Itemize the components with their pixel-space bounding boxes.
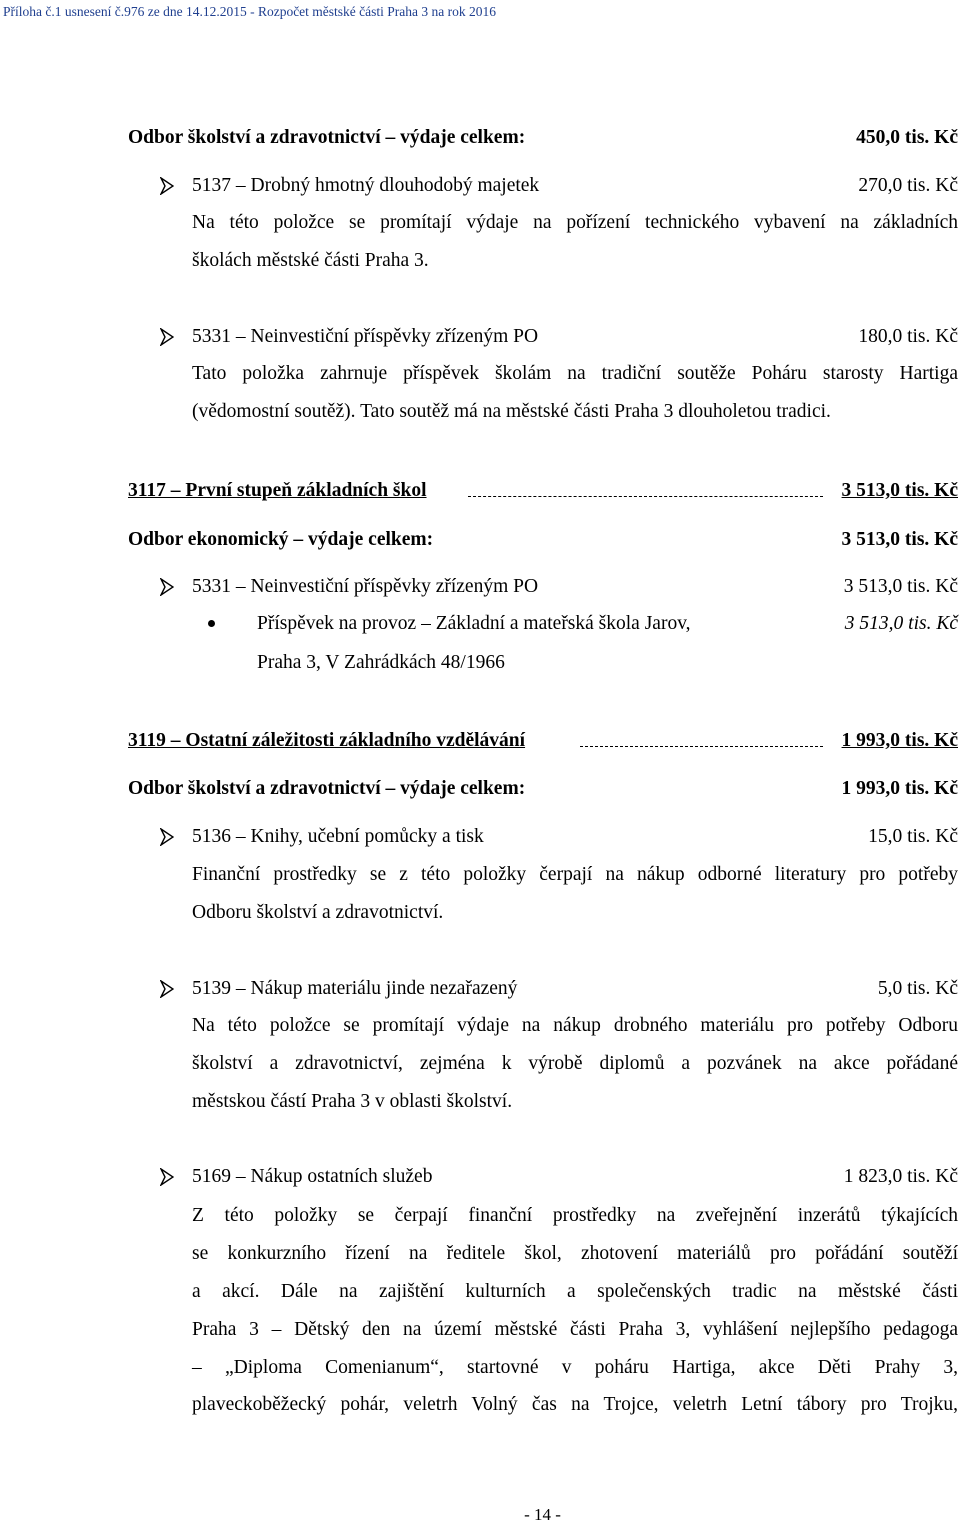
chapter-amount: 3 513,0 tis. Kč <box>841 480 958 501</box>
section-title: Odbor školství a zdravotnictví – výdaje celkem: <box>128 778 526 799</box>
section-total: 1 993,0 tis. Kč <box>841 778 958 799</box>
item-description: plaveckoběžecký pohár, veletrh Volný čas na Trojce, veletrh Letní tábory pro Trojku, <box>192 1394 958 1415</box>
item-description: školách městské části Praha 3. <box>192 250 429 271</box>
item-description: Tato položka zahrnuje příspěvek školám na tradiční soutěže Poháru starosty Hartiga <box>192 363 958 384</box>
section-title: Odbor ekonomický – výdaje celkem: <box>128 529 434 550</box>
item-amount: 15,0 tis. Kč <box>868 826 958 847</box>
item-amount: 5,0 tis. Kč <box>877 978 958 999</box>
subitem-label: Praha 3, V Zahrádkách 48/1966 <box>257 652 505 673</box>
arrow-bullet-icon <box>160 828 174 846</box>
item-description: – „Diploma Comenianum“, startovné v poháru Hartiga, akce Děti Prahy 3, <box>192 1357 958 1378</box>
chapter-heading: 3119 – Ostatní záležitosti základního vzdělávání <box>128 730 526 751</box>
item-description: Praha 3 – Dětský den na území městské části Praha 3, vyhlášení nejlepšího pedagoga <box>192 1319 958 1340</box>
item-description: Z této položky se čerpají finanční prostředky na zveřejnění inzerátů týkajících <box>192 1205 958 1226</box>
document-header: Příloha č.1 usnesení č.976 ze dne 14.12.2015 - Rozpočet městské části Praha 3 na rok 2016 <box>3 4 497 19</box>
item-description: Na této položce se promítají výdaje na nákup drobného materiálu pro potřeby Odboru <box>192 1015 958 1036</box>
arrow-bullet-icon <box>160 328 174 346</box>
item-amount: 270,0 tis. Kč <box>858 175 958 196</box>
item-label: 5331 – Neinvestiční příspěvky zřízeným PO <box>192 576 539 597</box>
item-amount: 1 823,0 tis. Kč <box>843 1166 958 1187</box>
item-description: Finanční prostředky se z této položky čerpají na nákup odborné literatury pro potřeby <box>192 864 958 885</box>
item-description: a akcí. Dále na zajištění kulturních a společenských tradic na městské části <box>192 1281 958 1302</box>
arrow-bullet-icon <box>160 578 174 596</box>
dotted-leader <box>468 496 823 497</box>
page-number: - 14 - <box>524 1505 561 1524</box>
arrow-bullet-icon <box>160 980 174 998</box>
item-label: 5169 – Nákup ostatních služeb <box>192 1166 433 1187</box>
section-title: Odbor školství a zdravotnictví – výdaje celkem: <box>128 127 526 148</box>
item-description: Na této položce se promítají výdaje na pořízení technického vybavení na základních <box>192 212 958 233</box>
arrow-bullet-icon <box>160 177 174 195</box>
item-description: Odboru školství a zdravotnictví. <box>192 902 444 923</box>
item-amount: 180,0 tis. Kč <box>858 326 958 347</box>
subitem-amount: 3 513,0 tis. Kč <box>844 613 958 634</box>
dotted-leader <box>580 746 823 747</box>
item-label: 5331 – Neinvestiční příspěvky zřízeným PO <box>192 326 539 347</box>
arrow-bullet-icon <box>160 1168 174 1186</box>
item-description: se konkurzního řízení na ředitele škol, zhotovení materiálů pro pořádání soutěží <box>192 1243 958 1264</box>
chapter-heading: 3117 – První stupeň základních škol <box>128 480 427 501</box>
round-bullet-icon <box>208 620 215 627</box>
item-amount: 3 513,0 tis. Kč <box>843 576 958 597</box>
item-description: (vědomostní soutěž). Tato soutěž má na městské části Praha 3 dlouholetou tradici. <box>192 401 831 422</box>
item-label: 5137 – Drobný hmotný dlouhodobý majetek <box>192 175 540 196</box>
item-description: školství a zdravotnictví, zejména k výrobě diplomů a pozvánek na akce pořádané <box>192 1053 958 1074</box>
section-total: 3 513,0 tis. Kč <box>841 529 958 550</box>
subitem-label: Příspěvek na provoz – Základní a mateřská škola Jarov, <box>257 613 691 634</box>
section-total: 450,0 tis. Kč <box>856 127 958 148</box>
chapter-amount: 1 993,0 tis. Kč <box>841 730 958 751</box>
item-description: městskou částí Praha 3 v oblasti školství. <box>192 1091 513 1112</box>
item-label: 5136 – Knihy, učební pomůcky a tisk <box>192 826 484 847</box>
item-label: 5139 – Nákup materiálu jinde nezařazený <box>192 978 518 999</box>
